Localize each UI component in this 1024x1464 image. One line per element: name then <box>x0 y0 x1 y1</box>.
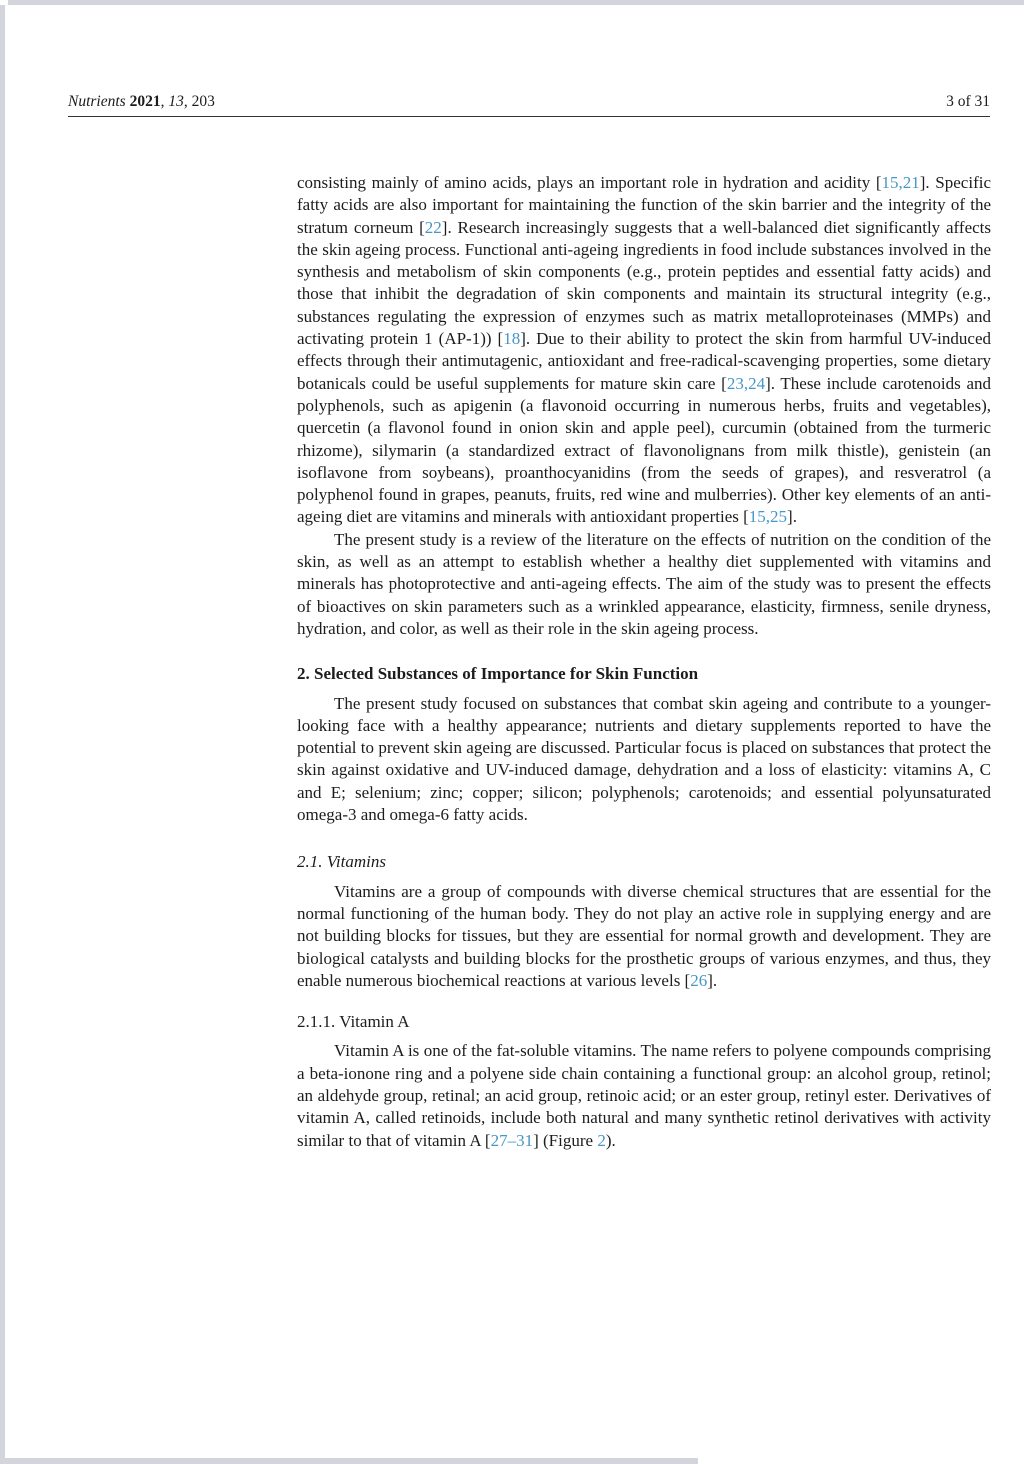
text-segment: ]. These include carotenoids and polyphenols, such as apigenin (a flavonoid occurring in numerous herbs, fruits and vegetables), quercetin (a flavonol found in onion skin and apple peel), curcumin (obtained from the turmeric rhizome), silymarin (a standardized extract of flavonolignans from milk thistle), genistein (an isoflavone from soybeans), proanthocyanidins (from the seeds of grapes), and resveratrol (a polyphenol found in grapes, peanuts, fruits, red wine and mulberries). Other key elements of an anti-ageing diet are vitamins and minerals with antioxidant properties [ <box>297 373 992 527</box>
text-segment: ]. Specific fatty acids are also important for maintaining the function of the skin barrier and the integrity of the stratum corneum [ <box>297 173 992 237</box>
text-segment: The present study focused on substances that combat skin ageing and contribute to a younger-looking face with a healthy appearance; nutrients and dietary supplements reported to have the potential to prevent skin ageing are discussed. Particular focus is placed on substances that protect the skin against oxidative and UV-induced damage, dehydration and a loss of elasticity: vitamins A, C and E; selenium; zinc; copper; silicon; polyphenols; carotenoids; and essential polyunsaturated omega-3 and omega-6 fatty acids. <box>297 693 991 825</box>
text-segment: The present study is a review of the literature on the effects of nutrition on the condition of the skin, as well as an attempt to establish whether a healthy diet supplemented with vitamins and minerals has photoprotective and anti-ageing effects. The aim of the study was to present the effects of bioactives on skin parameters such as a wrinkled appearance, elasticity, firmness, senile dryness, hydration, and color, as well as their role in the skin ageing process. <box>297 529 991 638</box>
text-segment: ]. <box>787 507 797 527</box>
text-segment: , 203 <box>183 93 215 110</box>
text-segment: Nutrients <box>68 93 130 110</box>
viewer-edge-top <box>8 0 1024 5</box>
text-segment: ). <box>605 1130 616 1150</box>
paragraph <box>297 881 991 992</box>
viewer-edge-bottom <box>0 1458 698 1464</box>
citation-link[interactable]: 18 <box>503 329 521 349</box>
text-segment: 2021 <box>129 93 161 110</box>
text-segment: consisting mainly of amino acids, plays an important role in hydration and acidity [ <box>297 173 882 192</box>
text-segment: Vitamins are a group of compounds with diverse chemical structures that are essential for the normal functioning of the human body. They do not play an active role in supplying energy and are not building blocks for tissues, but they are essential for normal growth and development. They are biological catalysts and building blocks for the prosthetic groups of various enzymes, and thus, they enable numerous biochemical reactions at various levels [ <box>297 881 991 990</box>
article-body <box>297 172 991 1152</box>
running-header <box>68 93 990 111</box>
subsubsection-heading: 2.1.1. Vitamin A <box>297 1012 410 1032</box>
citation-link[interactable]: 15,21 <box>881 173 920 192</box>
text-segment: ]. Research increasingly suggests that a well-balanced diet significantly affects the skin ageing process. Functional anti-ageing ingredients in food include substances involved in the synthesis and metabolism of skin components (e.g., protein peptides and essential fatty acids) and those that inhibit the degradation of skin components and maintain its structural integrity (e.g., substances regulating the expression of enzymes such as matrix metalloproteinases (MMPs) and activating protein 1 (AP-1)) [ <box>297 217 991 349</box>
citation-link[interactable]: 2 <box>597 1130 606 1150</box>
text-segment: Vitamin A is one of the fat-soluble vitamins. The name refers to polyene compounds comprising a beta-ionone ring and a polyene side chain containing a functional group: an alcohol group, retinol; an aldehyde group, retinal; an acid group, retinoic acid; or an ester group, retinyl ester. Derivatives of vitamin A, called retinoids, include both natural and many synthetic retinol derivatives with activity similar to that of vitamin A [ <box>297 1041 991 1150</box>
header-rule <box>68 116 990 117</box>
text-segment: ] (Figure <box>533 1130 598 1150</box>
paragraph <box>297 693 991 827</box>
page-number: 3 of 31 <box>946 93 990 110</box>
text-segment: 13 <box>168 93 184 110</box>
viewer-edge-left <box>0 5 5 1464</box>
citation-link[interactable]: 22 <box>424 217 442 237</box>
text-segment: ]. <box>707 970 718 990</box>
text-segment: , <box>160 93 169 110</box>
subsection-heading: 2.1. Vitamins <box>297 852 386 872</box>
citation-link[interactable]: 27–31 <box>490 1130 534 1150</box>
section-heading: 2. Selected Substances of Importance for Skin Function <box>297 664 699 684</box>
paragraph <box>297 1040 991 1151</box>
citation-link[interactable]: 15,25 <box>748 507 788 527</box>
paragraph <box>297 529 991 640</box>
citation-link[interactable]: 23,24 <box>726 373 766 393</box>
paragraph <box>297 172 991 529</box>
text-segment: ]. Due to their ability to protect the skin from harmful UV-induced effects through their antimutagenic, antioxidant and free-radical-scavenging properties, some dietary botanicals could be useful supplements for mature skin care [ <box>297 329 991 393</box>
citation-link[interactable]: 26 <box>690 970 708 990</box>
journal-citation <box>68 93 215 111</box>
